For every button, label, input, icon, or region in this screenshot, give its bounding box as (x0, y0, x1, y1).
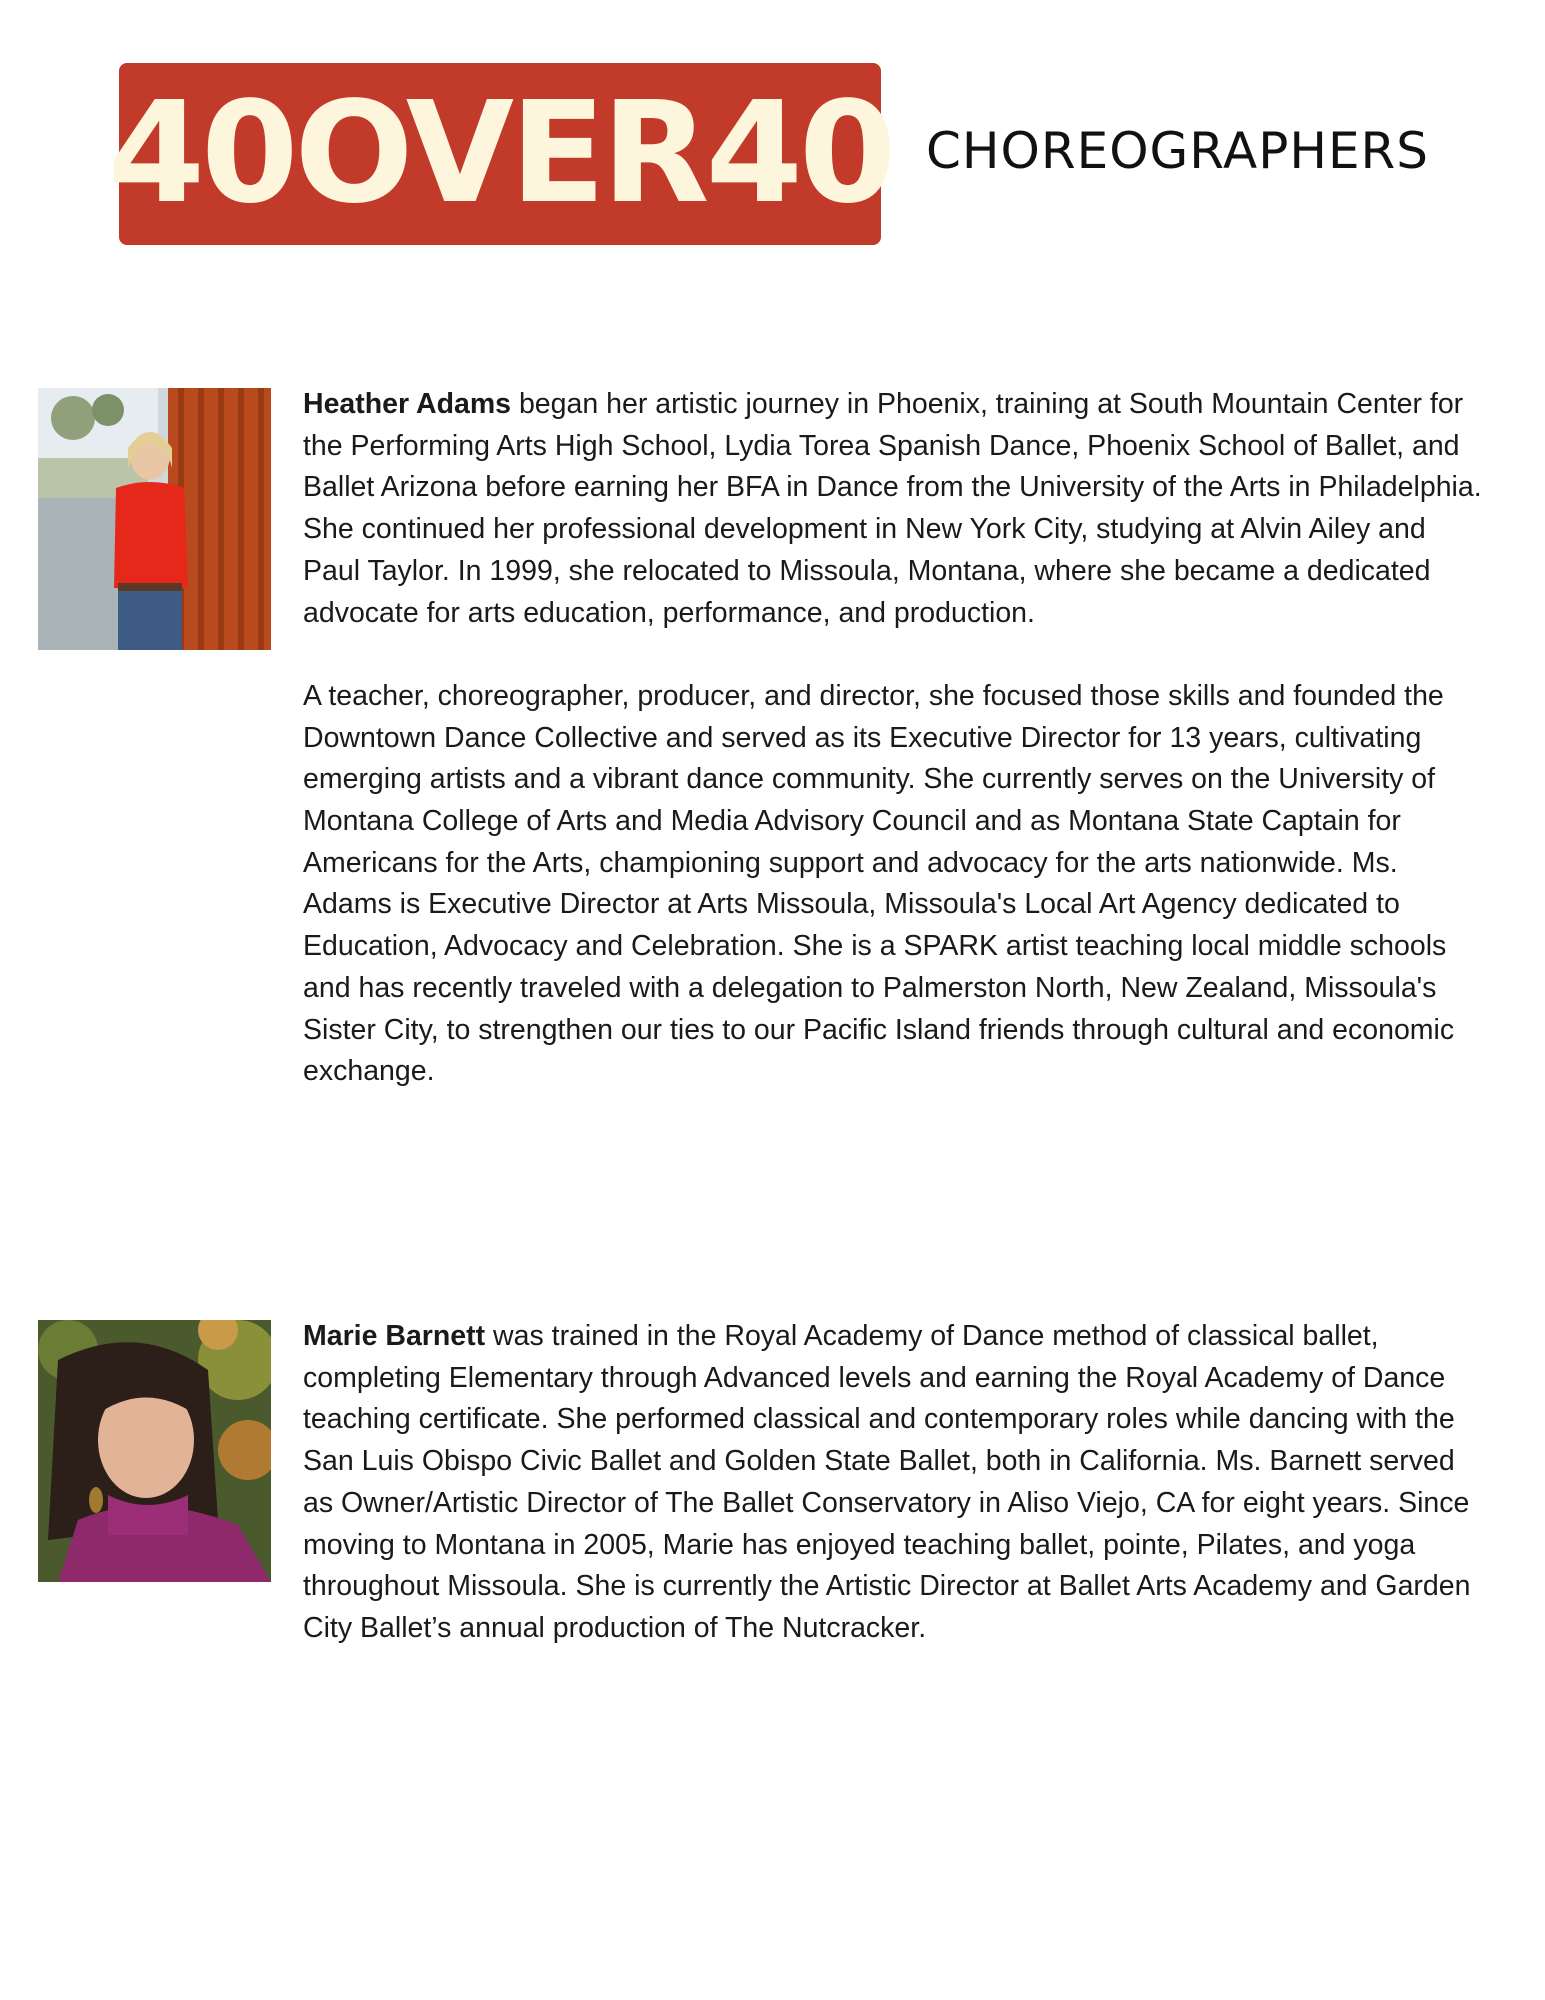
bio-name: Marie Barnett (303, 1320, 486, 1352)
bio-name: Heather Adams (303, 388, 512, 420)
logo-banner (107, 63, 893, 245)
bio-paragraph (303, 1316, 1483, 1650)
bio-paragraph: A teacher, choreographer, producer, and director, she focused those skills and founded the Downtown Dance Collective and served as its Executive Director for 13 years, cultivating emerging artists and a vibrant dance community. She currently serves on the University of Montana College of Arts and Media Advisory Council and as Montana State Captain for Americans for the Arts, championing support and advocacy for the arts nationwide. Ms. Adams is Executive Director at Arts Missoula, Missoula's Local Art Agency dedicated to Education, Advocacy and Celebration. She is a SPARK artist teaching local middle schools and has recently traveled with a delegation to Palmerston North, New Zealand, Missoula's Sister City, to strengthen our ties to our Pacific Island friends through cultural and economic exchange. (303, 679, 1455, 1088)
bio-text: began her artistic journey in Phoenix, training at South Mountain Center for the Performing Arts High School, Lydia Torea Spanish Dance, Phoenix School of Ballet, and Ballet Arizona before earning her BFA in Dance from the University of the Arts in Philadelphia. She continued her professional development in New York City, studying at Alvin Ailey and Paul Taylor. In 1999, she relocated to Missoula, Montana, where she became a dedicated advocate for arts education, performance, and production. (303, 388, 1482, 629)
heather-adams-bio (303, 384, 1483, 1093)
bio-text: was trained in the Royal Academy of Dance method of classical ballet, completing Elementary through Advanced levels and earning the Royal Academy of Dance teaching certificate. She performed classical and contemporary roles while dancing with the San Luis Obispo Civic Ballet and Golden State Ballet, both in California. Ms. Barnett served as Owner/Artistic Director of The Ballet Conservatory in Aliso Viejo, CA for eight years. Since moving to Montana in 2005, Marie has enjoyed teaching ballet, pointe, Pilates, and yoga throughout Missoula. She is currently the Artistic Director at Ballet Arts Academy and Garden City Ballet’s annual production of The Nutcracker. (303, 1320, 1471, 1644)
logo-text: 40OVER40 (107, 72, 893, 235)
heather-adams-photo (38, 388, 271, 650)
marie-barnett-bio (303, 1316, 1483, 1650)
marie-barnett-photo (38, 1320, 271, 1582)
bio-paragraph (303, 384, 1483, 634)
section-title: CHOREOGRAPHERS (926, 122, 1430, 180)
